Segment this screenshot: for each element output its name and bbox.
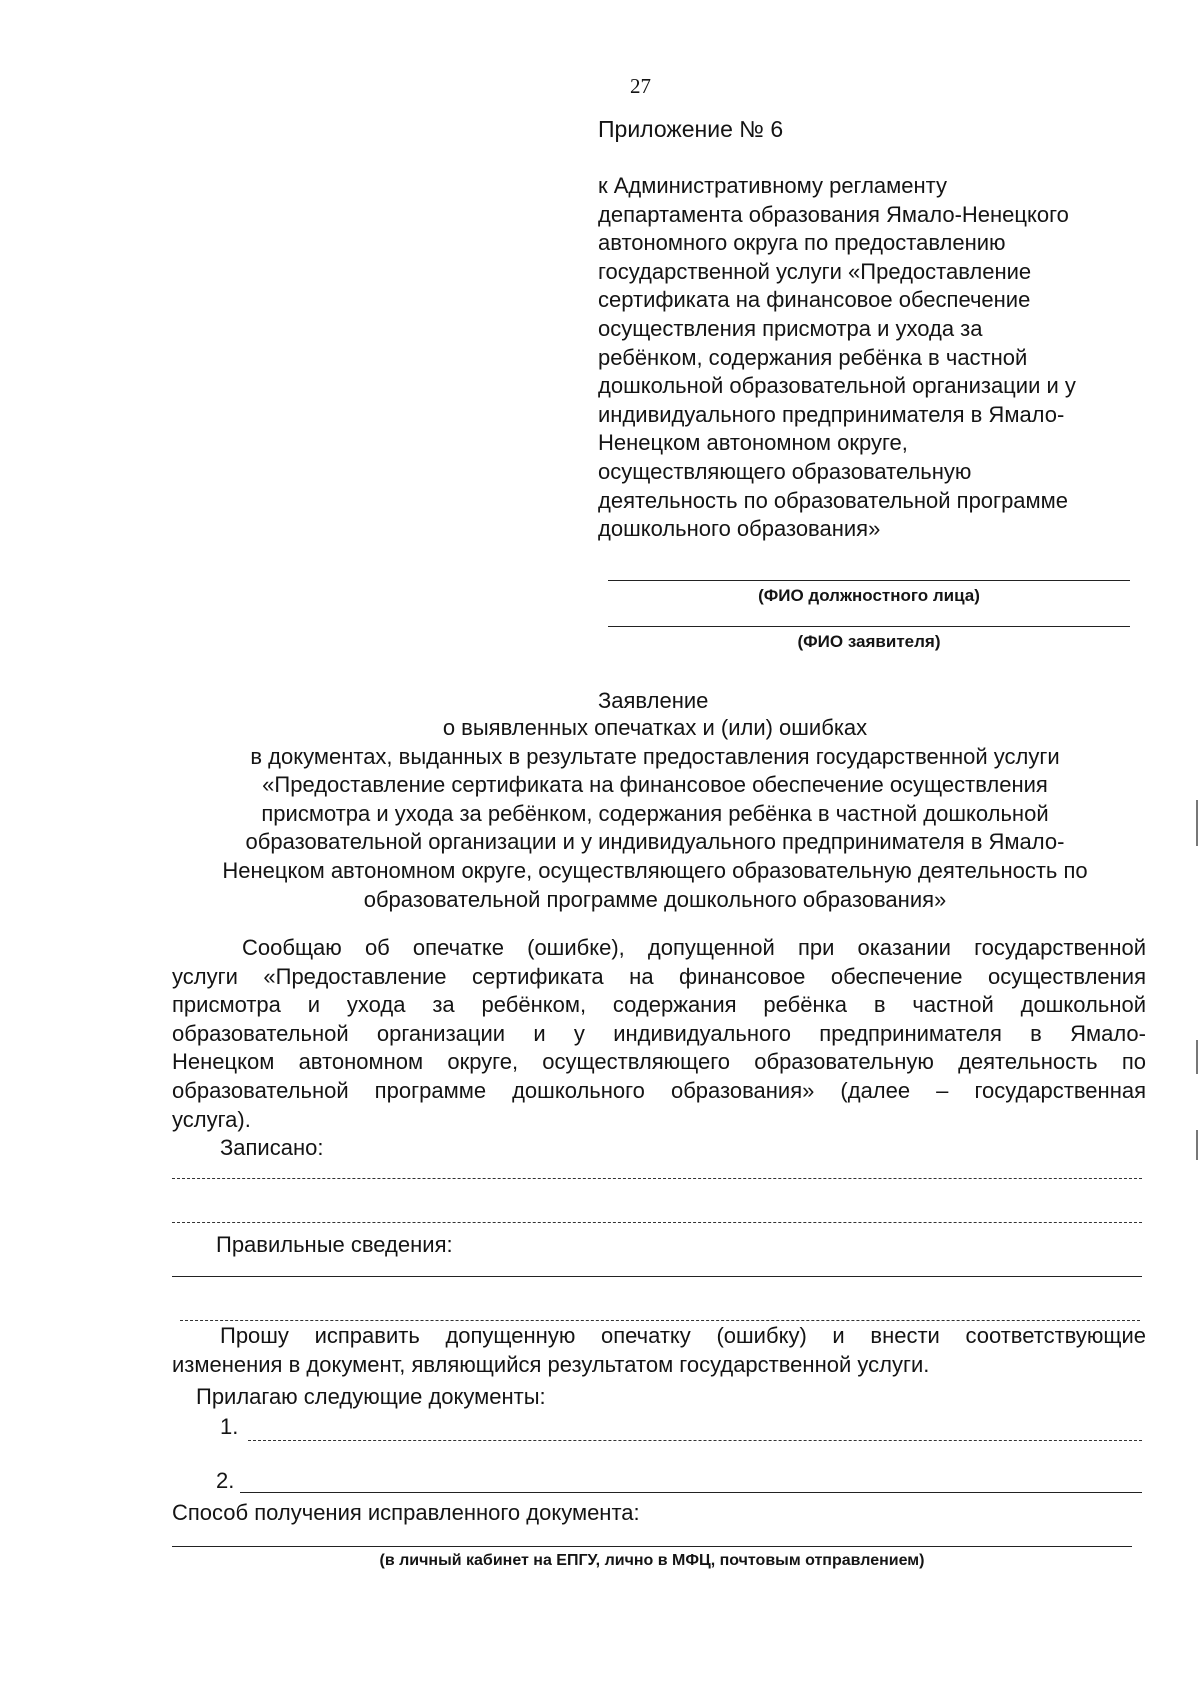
request-line: Прошу исправить допущенную опечатку (ошибку) и внести соответствующие (220, 1323, 1146, 1348)
scan-edge-mark (1196, 800, 1198, 846)
report-line: присмотра и ухода за ребёнком, содержания ребёнка в частной дошкольной (172, 992, 1146, 1018)
attachment-item-2-number: 2. (216, 1468, 235, 1493)
recorded-input-line[interactable] (172, 1222, 1142, 1223)
recorded-input-line[interactable] (172, 1178, 1142, 1179)
attachments-label: Прилагаю следующие документы: (196, 1384, 546, 1409)
page-number: 27 (630, 74, 651, 98)
delivery-method-label: Способ получения исправленного документа: (172, 1500, 640, 1525)
correct-info-input-line[interactable] (180, 1320, 1140, 1321)
recorded-label: Записано: (220, 1135, 324, 1160)
appendix-reference (598, 172, 1138, 544)
appendix-line: индивидуального предпринимателя в Ямало- (598, 401, 1065, 427)
report-line: образовательной организации и у индивидуального предпринимателя в Ямало- (172, 1020, 1146, 1046)
appendix-line: к Административному регламенту (598, 173, 948, 198)
statement-line: Ненецком автономном округе, осуществляющего образовательную деятельность по (222, 857, 1088, 883)
statement-line: в документах, выданных в результате предоставления государственной услуги (250, 743, 1060, 769)
delivery-method-caption: (в личный кабинет на ЕПГУ, лично в МФЦ, почтовым отправлением) (379, 1552, 925, 1569)
official-name-line[interactable] (608, 580, 1130, 581)
appendix-line: государственной услуги «Предоставление (598, 258, 1032, 284)
appendix-line: ребёнком, содержания ребёнка в частной (598, 344, 1028, 370)
appendix-line: осуществления присмотра и ухода за (598, 315, 983, 341)
statement-subject (160, 714, 1150, 914)
appendix-line: департамента образования Ямало-Ненецкого (598, 201, 1069, 227)
correct-info-label: Правильные сведения: (216, 1232, 453, 1257)
statement-line: о выявленных опечатках и (или) ошибках (442, 715, 868, 740)
statement-line: «Предоставление сертификата на финансовое обеспечение осуществления (262, 772, 1048, 798)
statement-title: Заявление (598, 688, 709, 713)
appendix-line: автономного округа по предоставлению (598, 230, 1006, 256)
appendix-line: Ненецком автономном округе, (598, 430, 908, 456)
report-paragraph (172, 934, 1146, 1134)
scan-edge-mark (1196, 1040, 1198, 1074)
appendix-line: дошкольного образования» (598, 516, 881, 542)
applicant-name-line[interactable] (608, 626, 1130, 627)
appendix-line: деятельность по образовательной программе (598, 487, 1069, 513)
report-line: Ненецком автономном округе, осуществляющего образовательную деятельность по (172, 1049, 1146, 1075)
attachment-item-1-line[interactable] (248, 1440, 1142, 1441)
attachment-item-1-number: 1. (220, 1414, 239, 1439)
request-paragraph (172, 1322, 1146, 1379)
appendix-line: дошкольной образовательной организации и у (598, 373, 1076, 399)
delivery-method-input-line[interactable] (172, 1546, 1132, 1547)
correct-info-input-line[interactable] (172, 1276, 1142, 1277)
statement-line: образовательной программе дошкольного образования» (363, 886, 947, 912)
appendix-line: осуществляющего образовательную (598, 458, 972, 484)
applicant-name-caption: (ФИО заявителя) (797, 632, 941, 651)
official-name-caption: (ФИО должностного лица) (758, 586, 980, 605)
appendix-title: Приложение № 6 (598, 116, 784, 142)
report-line: услуги «Предоставление сертификата на финансовое обеспечение осуществления (172, 963, 1146, 989)
request-line: изменения в документ, являющийся результатом государственной услуги. (172, 1351, 930, 1377)
statement-line: образовательной организации и у индивидуального предпринимателя в Ямало- (245, 829, 1065, 855)
appendix-line: сертификата на финансовое обеспечение (598, 287, 1031, 313)
statement-line: присмотра и ухода за ребёнком, содержания ребёнка в частной дошкольной (261, 800, 1049, 826)
attachment-item-2-line[interactable] (240, 1492, 1142, 1493)
scan-edge-mark (1196, 1130, 1198, 1160)
report-line: услуга). (172, 1106, 251, 1132)
report-line: образовательной программе дошкольного образования» (далее – государственная (172, 1077, 1146, 1103)
report-line: Сообщаю об опечатке (ошибке), допущенной при оказании государственной (242, 935, 1146, 960)
